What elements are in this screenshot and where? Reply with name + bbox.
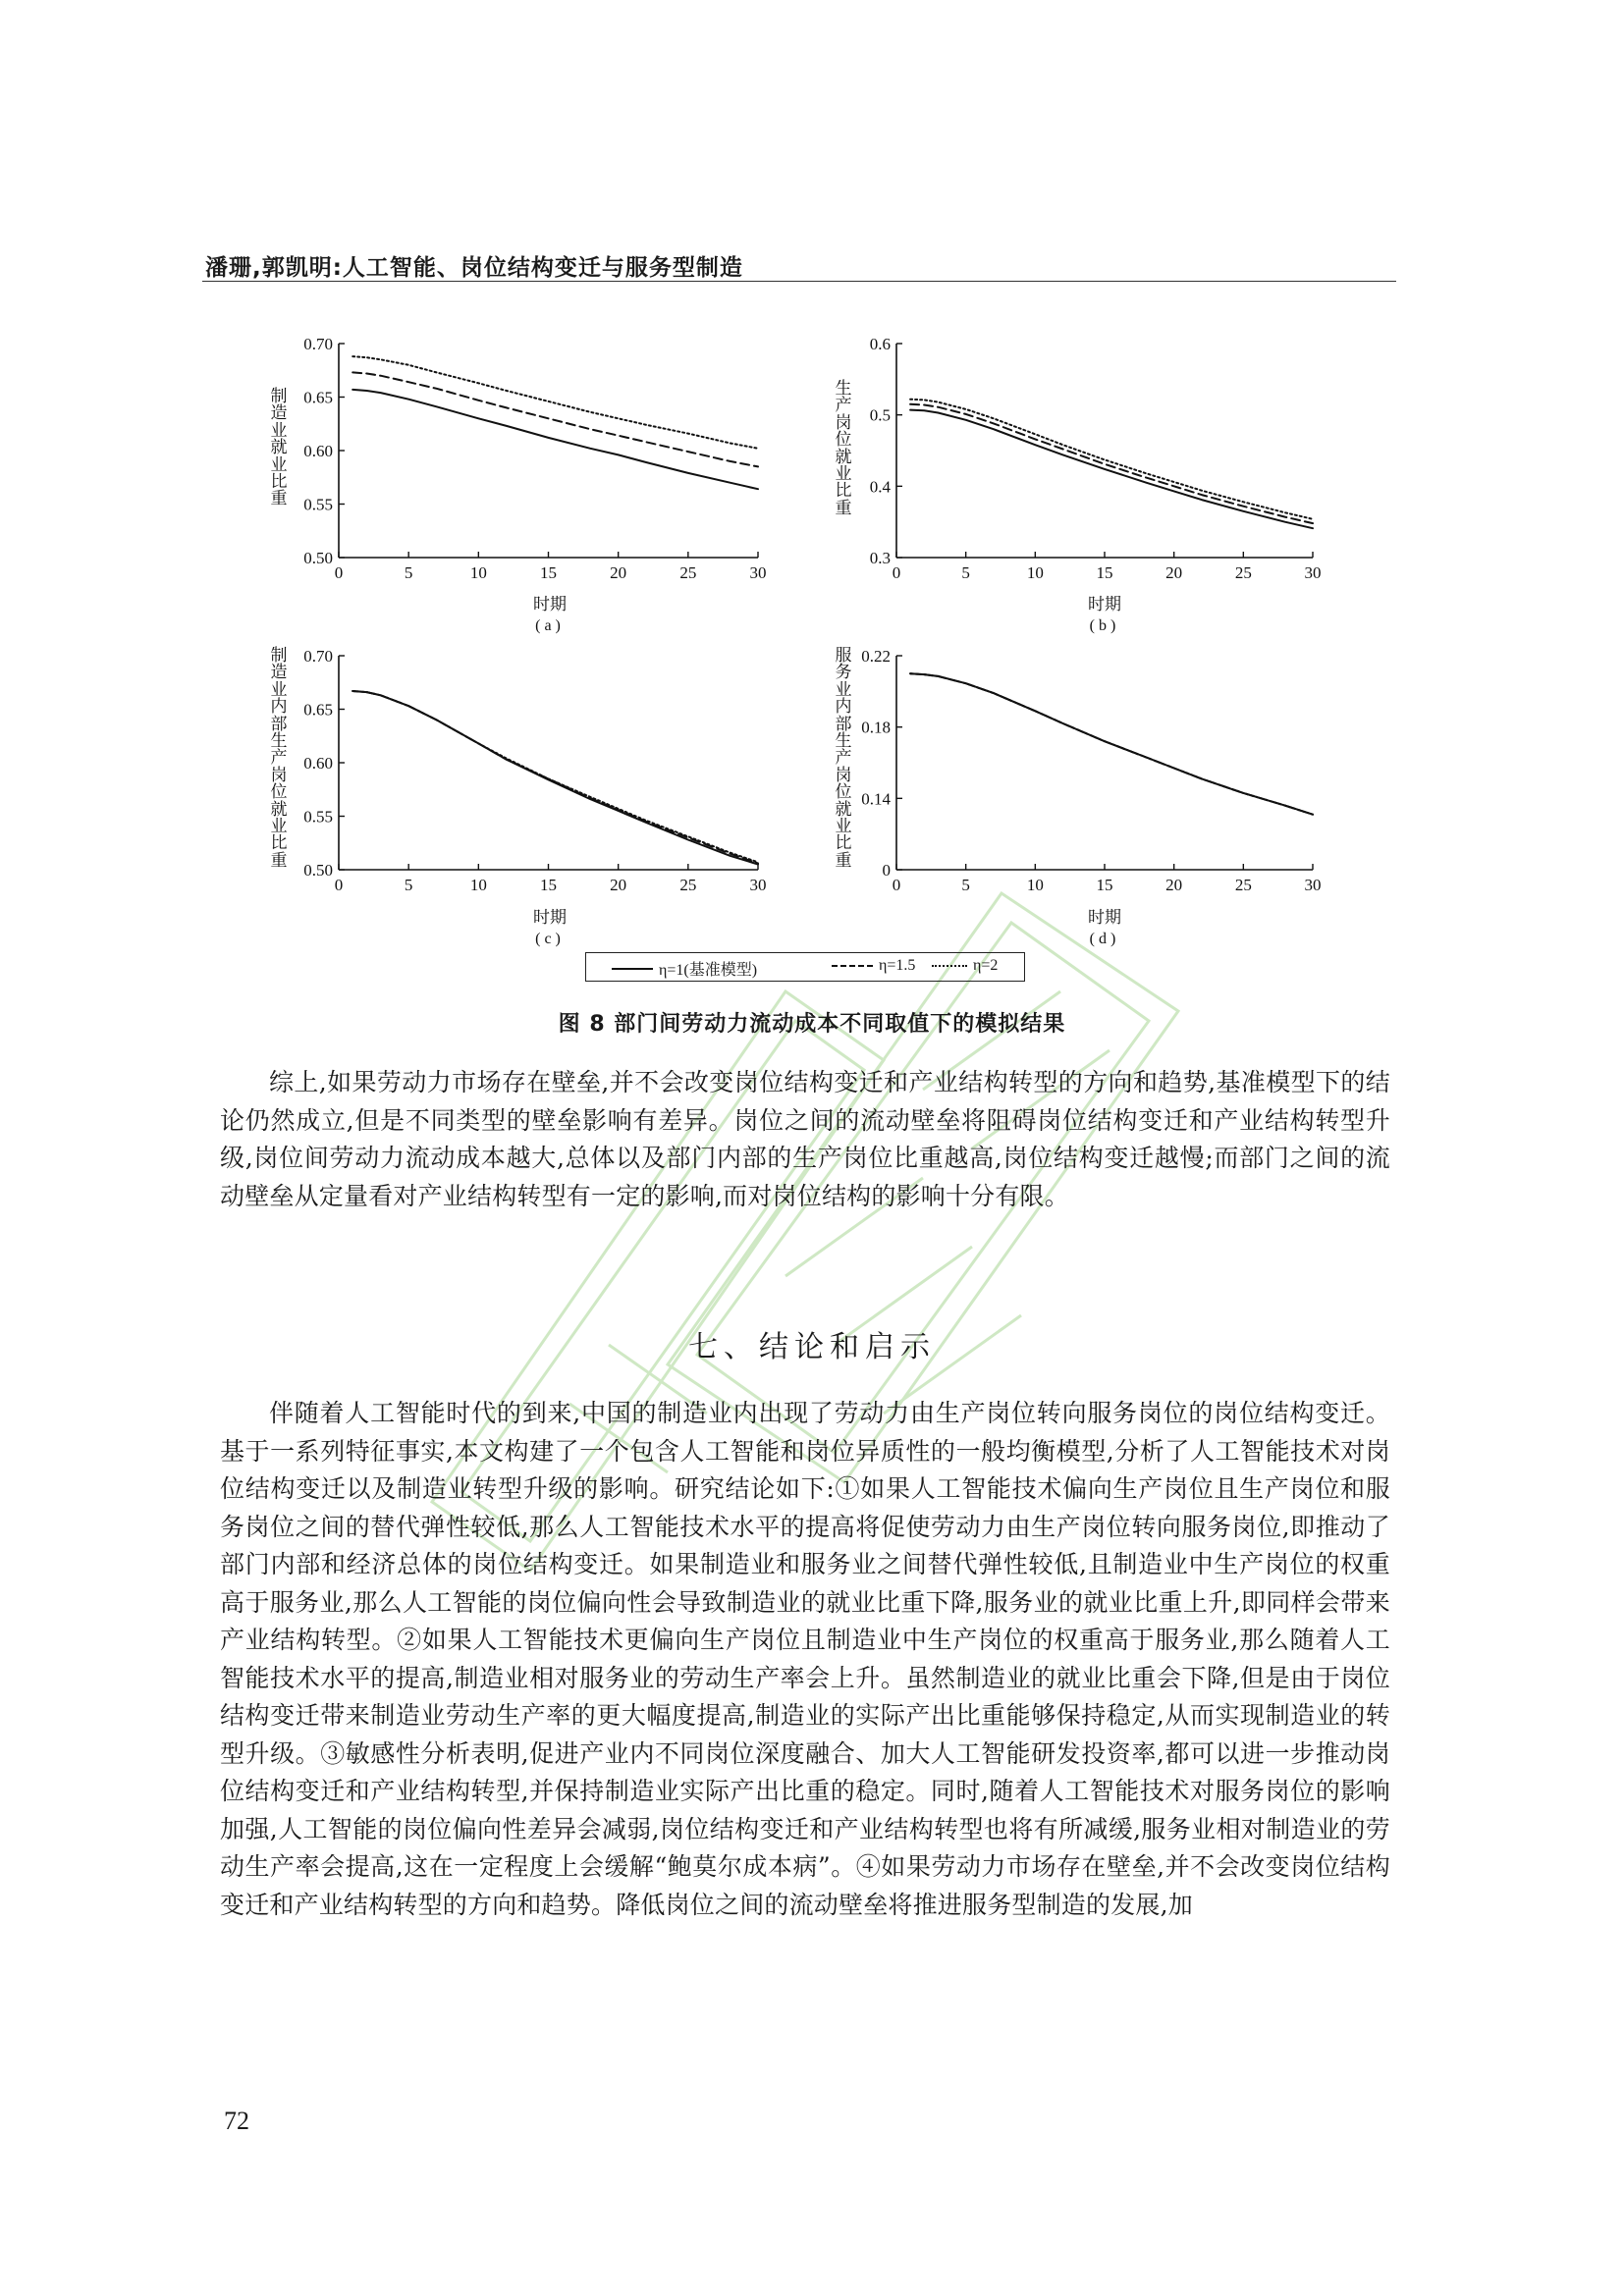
legend-label: η=2 xyxy=(973,957,999,974)
x-tick-label: 30 xyxy=(1304,876,1322,894)
x-tick-label: 15 xyxy=(540,876,557,894)
x-tick-label: 15 xyxy=(540,563,557,582)
y-tick-label: 0.60 xyxy=(303,442,333,460)
series-line-solid xyxy=(352,691,758,865)
y-axis-title-b: 生产岗位就业比重 xyxy=(835,379,852,518)
x-tick-label: 20 xyxy=(610,876,627,894)
x-tick-label: 25 xyxy=(1234,563,1252,582)
x-tick-label: 5 xyxy=(404,563,413,582)
x-tick-label: 10 xyxy=(1026,876,1044,894)
x-tick-label: 10 xyxy=(1026,563,1044,582)
running-header: 潘珊,郭凯明:人工智能、岗位结构变迁与服务型制造 xyxy=(205,255,743,281)
x-axis-title-b: 时期 xyxy=(1088,595,1121,614)
series-line-dotted xyxy=(910,400,1313,519)
legend-solid-line xyxy=(612,968,653,970)
y-tick-label: 0.22 xyxy=(861,647,891,666)
x-tick-label: 25 xyxy=(1234,876,1252,894)
panel-label-d: (d) xyxy=(1089,931,1120,947)
figure-caption: 图 8 部门间劳动力流动成本不同取值下的模拟结果 xyxy=(558,1012,1066,1037)
section-heading: 七、结论和启示 xyxy=(688,1330,936,1364)
y-tick-label: 0.4 xyxy=(869,477,891,497)
x-tick-label: 30 xyxy=(1304,563,1322,582)
x-tick-label: 15 xyxy=(1096,563,1113,582)
x-tick-label: 0 xyxy=(334,876,344,894)
x-tick-label: 0 xyxy=(892,563,901,582)
y-axis-title-c: 制造业内部生产岗位就业比重 xyxy=(270,646,288,871)
legend-dotted-line xyxy=(932,965,967,967)
x-tick-label: 5 xyxy=(961,563,970,582)
figure-8-charts xyxy=(0,0,1624,982)
panel-label-b: (b) xyxy=(1089,617,1120,634)
x-tick-label: 10 xyxy=(469,876,487,894)
y-tick-label: 0.50 xyxy=(303,861,333,880)
panel-label-a: (a) xyxy=(535,617,565,634)
series-line-dashed xyxy=(352,691,758,864)
y-tick-label: 0.60 xyxy=(303,754,333,773)
x-tick-label: 5 xyxy=(404,876,413,894)
y-tick-label: 0.18 xyxy=(861,718,891,737)
body-paragraph: 伴随着人工智能时代的到来,中国的制造业内出现了劳动力由生产岗位转向服务岗位的岗位结构变迁。基于一系列特征事实,本文构建了一个包含人工智能和岗位异质性的一般均衡模型,分析了人工智能技术对岗位结构变迁以及制造业转型升级的影响。研究结论如下:①如果人工智能技术偏向生产岗位且生产岗位和服务岗位之间的替代弹性较低,那么人工智能技术水平的提高将促使劳动力由生产岗位转向服务岗位,即推动了部门内部和经济总体的岗位结构变迁。如果制造业和服务业之间替代弹性较低,且制造业中生产岗位的权重高于服务业,那么人工智能的岗位偏向性会导致制造业的就业比重下降,服务业的就业比重上升,即同样会带来产业结构转型。②如果人工智能技术更偏向生产岗位且制造业中生产岗位的权重高于服务业,那么随着人工智能技术水平的提高,制造业相对服务业的劳动生产率会上升。虽然制造业的就业比重会下降,但是由于岗位结构变迁带来制造业劳动生产率的更大幅度提高,制造业的实际产出比重能够保持稳定,从而实现制造业的转型升级。③敏感性分析表明,促进产业内不同岗位深度融合、加大人工智能研发投资率,都可以进一步推动岗位结构变迁和产业结构转型,并保持制造业实际产出比重的稳定。同时,随着人工智能技术对服务岗位的影响加强,人工智能的岗位偏向性差异会减弱,岗位结构变迁和产业结构转型也将有所减缓,服务业相对制造业的劳动生产率会提高,这在一定程度上会缓解“鲍莫尔成本病”。④如果劳动力市场存在壁垒,并不会改变岗位结构变迁和产业结构转型的方向和趋势。降低岗位之间的流动壁垒将推进服务型制造的发展,加 xyxy=(220,1399,1390,1919)
y-axis-title-a: 制造业就业比重 xyxy=(270,387,288,509)
series-line-dashed xyxy=(910,673,1313,815)
legend-item-eta-1 xyxy=(612,957,757,980)
y-tick-label: 0 xyxy=(882,861,891,880)
y-tick-label: 0.55 xyxy=(303,495,333,514)
y-tick-label: 0.70 xyxy=(303,335,333,353)
series-line-dotted xyxy=(352,356,758,449)
x-axis-title-d: 时期 xyxy=(1088,908,1121,928)
x-axis-title-c: 时期 xyxy=(533,908,567,928)
chart-legend xyxy=(585,952,1025,982)
panel-label-c: (c) xyxy=(535,931,565,947)
x-tick-label: 20 xyxy=(1165,876,1183,894)
y-tick-label: 0.3 xyxy=(869,549,891,567)
x-tick-label: 25 xyxy=(679,876,697,894)
y-axis-title-d: 服务业内部生产岗位就业比重 xyxy=(835,646,852,871)
y-tick-label: 0.6 xyxy=(869,335,891,353)
y-tick-label: 0.65 xyxy=(303,700,333,720)
legend-item-eta-1-5 xyxy=(832,957,915,975)
series-line-dotted xyxy=(352,691,758,862)
page-number: 72 xyxy=(224,2107,249,2135)
body-paragraph: 综上,如果劳动力市场存在壁垒,并不会改变岗位结构变迁和产业结构转型的方向和趋势,基准模型下的结论仍然成立,但是不同类型的壁垒影响有差异。岗位之间的流动壁垒将阻碍岗位结构变迁和产业结构转型升级,岗位间劳动力流动成本越大,总体以及部门内部的生产岗位比重越高,岗位结构变迁越慢;而部门之间的流动壁垒从定量看对产业结构转型有一定的影响,而对岗位结构的影响十分有限。 xyxy=(220,1068,1390,1210)
x-tick-label: 30 xyxy=(749,563,767,582)
y-tick-label: 0.5 xyxy=(869,405,891,425)
y-tick-label: 0.55 xyxy=(303,807,333,827)
x-tick-label: 25 xyxy=(679,563,697,582)
x-axis-title-a: 时期 xyxy=(533,595,567,614)
legend-label: η=1(基准模型) xyxy=(659,962,758,979)
series-line-solid xyxy=(910,410,1313,529)
x-tick-label: 15 xyxy=(1096,876,1113,894)
x-tick-label: 30 xyxy=(749,876,767,894)
legend-item-eta-2 xyxy=(932,957,998,975)
legend-dashed-line xyxy=(832,965,873,967)
x-tick-label: 10 xyxy=(469,563,487,582)
x-tick-label: 0 xyxy=(334,563,344,582)
y-tick-label: 0.14 xyxy=(861,789,891,809)
y-tick-label: 0.65 xyxy=(303,388,333,407)
series-line-dashed xyxy=(352,372,758,466)
y-tick-label: 0.70 xyxy=(303,647,333,666)
x-tick-label: 0 xyxy=(892,876,901,894)
legend-label: η=1.5 xyxy=(879,957,916,974)
y-tick-label: 0.50 xyxy=(303,549,333,567)
x-tick-label: 5 xyxy=(961,876,970,894)
x-tick-label: 20 xyxy=(1165,563,1183,582)
series-line-solid xyxy=(352,390,758,489)
x-tick-label: 20 xyxy=(610,563,627,582)
